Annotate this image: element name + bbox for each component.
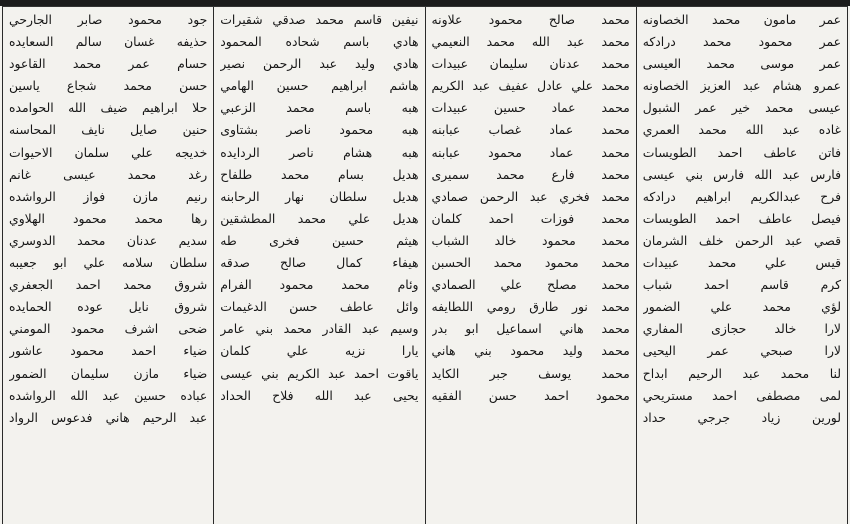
name-entry: محمد عماد غصاب عبابنه: [431, 122, 630, 138]
name-entry: خديجه علي سلمان الاحيوات: [9, 144, 208, 160]
name-entry: عمر مامون محمد الخصاونه: [642, 12, 841, 27]
name-entry: لارا صبحي عمر اليحيى: [642, 343, 841, 359]
name-list: [220, 9, 418, 407]
name-entry: محمد عبد الله محمد النعيمي: [431, 34, 630, 50]
name-entry: عمر موسى محمد العيسى: [642, 56, 841, 72]
name-entry: محمد هاني اسماعيل ابو بدر: [431, 321, 630, 337]
name-entry: لارا خالد حجازى المفاري: [642, 321, 841, 337]
name-entry: حنين صايل نايف المحاسنه: [9, 122, 208, 138]
name-entry: حسام عمر محمد القاعود: [9, 56, 208, 72]
name-entry: فيصل عاطف احمد الطويسات: [642, 210, 841, 226]
name-entry: لنا محمد عبد الرحيم ابداح: [642, 365, 841, 381]
name-entry: كرم قاسم احمد شباب: [642, 277, 841, 293]
name-entry: محمد عماد حسين عبيدات: [431, 100, 630, 116]
name-entry: هاشم ابراهيم حسين الهامي: [220, 78, 419, 94]
name-list: [643, 9, 841, 429]
name-entry: رها محمد محمود الهلاوي: [9, 210, 208, 226]
name-entry: محمد فخري عبد الرحمن صمادي: [431, 188, 630, 204]
name-entry: لؤي محمد علي الضمور: [642, 299, 841, 315]
name-entry: هديل سلطان نهار الرحابنه: [220, 188, 419, 204]
name-entry: هادي وليد عبد الرحمن نصير: [220, 56, 419, 72]
name-entry: محمود احمد حسن الفقيه: [431, 387, 630, 403]
name-entry: ضياء احمد محمود عاشور: [9, 343, 208, 359]
name-column-4: [2, 7, 213, 524]
name-entry: يارا نزيه علي كلمان: [220, 343, 419, 359]
name-list: [432, 9, 630, 407]
name-entry: قصي عبد الرحمن خلف الشرمان: [642, 232, 841, 248]
name-entry: حسن محمد شجاع ياسين: [9, 78, 208, 94]
name-entry: حلا ابراهيم ضيف الله الحوامده: [9, 100, 208, 116]
name-entry: هيثم حسين فخرى طه: [220, 232, 419, 248]
name-list: [9, 9, 207, 429]
name-entry: محمد نور طارق رومي اللطايفه: [431, 299, 630, 315]
name-entry: شروق نايل عوده الحمايده: [9, 299, 208, 315]
name-entry: ياقوت احمد عبد الكريم بني عيسى: [220, 365, 419, 381]
name-entry: غاده عبد الله محمد العمري: [642, 122, 841, 138]
name-entry: قيس علي محمد عبيدات: [642, 255, 841, 271]
name-entry: عمرو هشام عبد العزيز الخصاونه: [642, 78, 841, 94]
name-entry: عباده حسين عبد الله الرواشده: [9, 387, 208, 403]
name-entry: نيفين قاسم محمد صدقي شقيرات: [220, 12, 419, 27]
name-entry: محمد فارع محمد سميرى: [431, 166, 630, 182]
name-entry: رغد محمد عيسى غانم: [9, 166, 208, 182]
name-entry: هبه هشام ناصر الردايده: [220, 144, 419, 160]
name-entry: محمد صالح محمود علاونه: [431, 12, 630, 27]
name-entry: محمد محمود خالد الشباب: [431, 232, 630, 248]
name-entry: هيفاء كمال صالح صدقه: [220, 255, 419, 271]
name-entry: فارس عبد الله فارس بني عيسى: [642, 166, 841, 182]
name-entry: ضحى اشرف محمود المومني: [9, 321, 208, 337]
name-entry: شروق محمد احمد الجعفري: [9, 277, 208, 293]
name-entry: سلطان سلامه علي ابو جعيبه: [9, 255, 208, 271]
name-entry: جود محمود صابر الجارحي: [9, 12, 208, 27]
name-entry: محمد فوزات احمد كلمان: [431, 210, 630, 226]
name-entry: عمر محمود محمد درادكه: [642, 34, 841, 50]
name-entry: عيسى محمد خير عمر الشبول: [642, 100, 841, 116]
name-entry: محمد مصلح علي الصمادي: [431, 277, 630, 293]
name-entry: محمد وليد محمود بني هاني: [431, 343, 630, 359]
name-entry: عبد الرحيم هاني فدعوس الرواد: [9, 409, 208, 425]
name-entry: محمد محمود محمد الحسبن: [431, 255, 630, 271]
name-entry: لورين زياد جرجي حداد: [642, 409, 841, 425]
name-entry: يحيى عبد الله فلاح الحداد: [220, 387, 419, 403]
name-entry: فاتن عاطف احمد الطويسات: [642, 144, 841, 160]
name-entry: هادي باسم شحاده المحمود: [220, 34, 419, 50]
name-entry: محمد عماد محمود عبابنه: [431, 144, 630, 160]
name-entry: هبه محمود ناصر بشتاوى: [220, 122, 419, 138]
name-entry: حذيفه غسان سالم السعايده: [9, 34, 208, 50]
name-entry: محمد عدنان سليمان عبيدات: [431, 56, 630, 72]
name-entry: لمى مصطفى احمد مستريحي: [642, 387, 841, 403]
name-entry: وائل عاطف حسن الدغيمات: [220, 299, 419, 315]
name-entry: هديل علي محمد المطشقين: [220, 210, 419, 226]
name-entry: وئام محمد محمود الفرام: [220, 277, 419, 293]
name-entry: ضياء مازن سليمان الضمور: [9, 365, 208, 381]
name-column-2: [425, 7, 636, 524]
name-entry: محمد يوسف جبر الكايد: [431, 365, 630, 381]
columns-container: [2, 6, 848, 524]
name-entry: وسيم عبد القادر محمد بني عامر: [220, 321, 419, 337]
name-entry: سديم عدنان محمد الدوسري: [9, 232, 208, 248]
name-entry: محمد علي عادل عفيف عبد الكريم: [431, 78, 630, 94]
name-entry: هديل بسام محمد طلفاح: [220, 166, 419, 182]
name-entry: رنيم مازن فواز الرواشده: [9, 188, 208, 204]
name-column-1: [636, 7, 848, 524]
name-entry: فرح عبدالكريم ابراهيم درادكه: [642, 188, 841, 204]
name-column-3: [213, 7, 424, 524]
name-entry: هبه باسم محمد الزعبي: [220, 100, 419, 116]
